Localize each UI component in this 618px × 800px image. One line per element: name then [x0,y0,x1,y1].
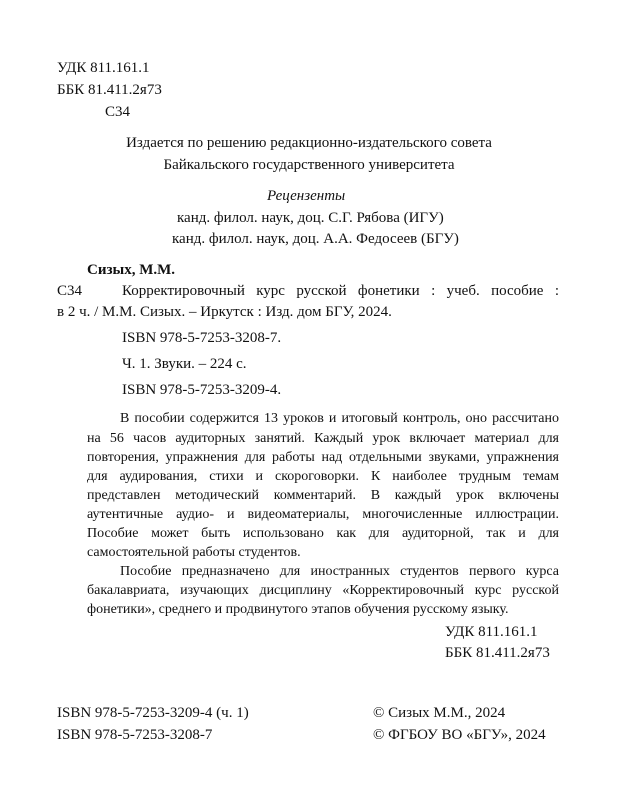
catalog-entry-line2: в 2 ч. / М.М. Сизых. – Иркутск : Изд. дом БГУ, 2024. [57,304,392,320]
bottom-bbk-code: ББК 81.411.2я73 [445,645,550,661]
author-mark-code: С34 [105,104,131,120]
publisher-note-line2: Байкальского государственного университета [163,157,455,173]
reviewer-1: канд. филол. наук, доц. С.Г. Рябова (ИГУ) [177,210,444,226]
bottom-udk-code: УДК 811.161.1 [445,624,538,640]
abstract-p1-line1: В пособии содержится 13 уроков и итоговый контроль, оно рассчитано [120,411,559,426]
abstract-p1-line6: аутентичные аудио- и видеоматериалы, многочисленные иллюстрации. [87,507,559,522]
abstract-p1-line3: повторения, упражнения для работы над отдельными звуками, упражнения [87,450,559,465]
udk-code: УДК 811.161.1 [57,60,150,76]
abstract-p1-line2: на 56 часов аудиторных занятий. Каждый урок включает материал для [87,431,559,446]
catalog-entry-line1: Корректировочный курс русской фонетики : учеб. пособие : [122,283,559,299]
footer-copyright-org: © ФГБОУ ВО «БГУ», 2024 [373,727,546,743]
footer-isbn-part: ISBN 978-5-7253-3209-4 (ч. 1) [57,705,249,721]
catalog-isbn-all: ISBN 978-5-7253-3208-7. [122,330,282,346]
reviewer-2: канд. филол. наук, доц. А.А. Федосеев (БГУ) [172,231,459,247]
abstract-p2-line2: бакалавриата, изучающих дисциплину «Корректировочный курс русской [87,583,559,598]
abstract-p1-line7: Пособие может быть использовано как для аудиторной, так и для [87,526,559,541]
footer-isbn-all: ISBN 978-5-7253-3208-7 [57,727,213,743]
abstract-p1-line5: представлен методический комментарий. В каждый урок включены [87,488,559,503]
publisher-note-line1: Издается по решению редакционно-издательского совета [126,135,492,151]
bbk-code: ББК 81.411.2я73 [57,82,162,98]
footer-copyright-author: © Сизых М.М., 2024 [373,705,506,721]
reviewers-title: Рецензенты [267,188,346,204]
catalog-part: Ч. 1. Звуки. – 224 с. [122,356,247,372]
abstract-p1-line4: для аудирования, стихи и скороговорки. К наиболее трудным темам [87,469,559,484]
abstract-p2-line1: Пособие предназначено для иностранных студентов первого курса [120,564,559,579]
catalog-author: Сизых, М.М. [87,262,176,278]
catalog-isbn-part: ISBN 978-5-7253-3209-4. [122,382,282,398]
abstract-p1-line8: самостоятельной работы студентов. [87,545,301,560]
abstract-p2-line3: фонетики», среднего и продвинутого этапов обучения русскому языку. [87,602,509,617]
catalog-code: С34 [57,283,83,299]
